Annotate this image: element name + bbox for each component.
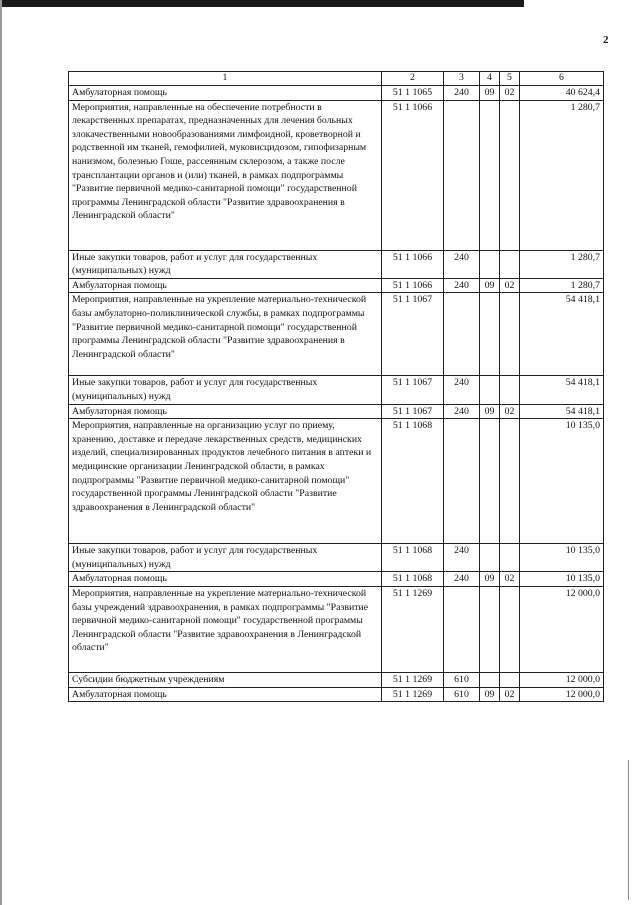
row-name: Мероприятия, направленные на организацию услуг по приему, хранению, доставке и передаче лекарственных средств, медицинских изделий, специализированных продуктов лечебного питания в аптеки и медицинские организации Ленинградской области, в рамках подпрограммы "Развитие первичной медико-санитарной помощи" государственной программы Ленинградской области "Развитие здравоохранения в Ленинградской области" xyxy=(69,419,382,544)
row-code: 51 1 1269 xyxy=(382,687,444,702)
row-name: Иные закупки товаров, работ и услуг для государственных (муниципальных) нужд xyxy=(69,544,382,572)
row-sum: 10 135,0 xyxy=(520,544,604,572)
row-vr: 240 xyxy=(444,404,480,419)
row-pr: 02 xyxy=(500,278,520,293)
row-code: 51 1 1067 xyxy=(382,376,444,404)
row-name: Амбулаторная помощь xyxy=(69,572,382,587)
table-row xyxy=(69,376,604,404)
row-vr: 240 xyxy=(444,278,480,293)
row-name: Амбулаторная помощь xyxy=(69,278,382,293)
budget-table xyxy=(68,71,604,702)
scan-top-bar xyxy=(0,0,524,7)
row-rz: 09 xyxy=(480,572,500,587)
table-row xyxy=(69,100,604,250)
row-pr xyxy=(500,293,520,376)
row-sum: 54 418,1 xyxy=(520,293,604,376)
row-name: Мероприятия, направленные на обеспечение потребности в лекарственных препаратах, предназначенных для лечения больных злокачественными новообразованиями лимфоидной, кроветворной и родственной им тканей, гемофилией, муковисцидозом, гипофизарным нанизмом, болезнью Гоше, рассеянным склерозом, а также после трансплантации органов и (или) тканей, в рамках подпрограммы "Развитие первичной медико-санитарной помощи" государственной программы Ленинградской области "Развитие здравоохранения в Ленинградской области" xyxy=(69,100,382,250)
row-pr: 02 xyxy=(500,404,520,419)
row-code: 51 1 1068 xyxy=(382,572,444,587)
row-sum: 12 000,0 xyxy=(520,672,604,687)
row-code: 51 1 1068 xyxy=(382,419,444,544)
row-rz xyxy=(480,293,500,376)
row-code: 51 1 1065 xyxy=(382,86,444,101)
row-name: Иные закупки товаров, работ и услуг для государственных (муниципальных) нужд xyxy=(69,250,382,278)
row-sum: 10 135,0 xyxy=(520,572,604,587)
header-cell: 5 xyxy=(500,72,520,86)
row-pr: 02 xyxy=(500,572,520,587)
row-pr xyxy=(500,100,520,250)
table-row xyxy=(69,687,604,702)
row-code: 51 1 1066 xyxy=(382,278,444,293)
table-row xyxy=(69,404,604,419)
row-sum: 12 000,0 xyxy=(520,687,604,702)
table-row xyxy=(69,419,604,544)
row-sum: 54 418,1 xyxy=(520,404,604,419)
row-sum: 12 000,0 xyxy=(520,586,604,672)
row-name: Субсидии бюджетным учреждениям xyxy=(69,672,382,687)
row-code: 51 1 1067 xyxy=(382,404,444,419)
row-code: 51 1 1067 xyxy=(382,293,444,376)
scan-right-streak xyxy=(628,760,629,900)
row-code: 51 1 1066 xyxy=(382,100,444,250)
row-pr xyxy=(500,544,520,572)
header-cell: 6 xyxy=(520,72,604,86)
row-name: Амбулаторная помощь xyxy=(69,86,382,101)
scan-left-edge xyxy=(0,0,2,905)
table-row xyxy=(69,586,604,672)
page-number: 2 xyxy=(603,34,609,46)
row-rz xyxy=(480,586,500,672)
header-cell: 1 xyxy=(69,72,382,86)
table-row xyxy=(69,572,604,587)
row-vr: 240 xyxy=(444,376,480,404)
row-code: 51 1 1269 xyxy=(382,672,444,687)
header-cell: 4 xyxy=(480,72,500,86)
row-vr: 610 xyxy=(444,672,480,687)
row-rz xyxy=(480,544,500,572)
table-row xyxy=(69,278,604,293)
row-rz xyxy=(480,672,500,687)
row-sum: 54 418,1 xyxy=(520,376,604,404)
row-sum: 1 280,7 xyxy=(520,278,604,293)
row-name: Амбулаторная помощь xyxy=(69,687,382,702)
row-sum: 10 135,0 xyxy=(520,419,604,544)
row-rz: 09 xyxy=(480,687,500,702)
row-pr xyxy=(500,419,520,544)
row-code: 51 1 1066 xyxy=(382,250,444,278)
table-row xyxy=(69,672,604,687)
row-vr: 240 xyxy=(444,250,480,278)
table-row xyxy=(69,250,604,278)
row-pr xyxy=(500,250,520,278)
row-code: 51 1 1269 xyxy=(382,586,444,672)
row-pr: 02 xyxy=(500,687,520,702)
row-name: Мероприятия, направленные на укрепление материально-технической базы учреждений здравоохранения, в рамках подпрограммы "Развитие первичной медико-санитарной помощи" государственной программы Ленинградской области "Развитие здравоохранения в Ленинградской области" xyxy=(69,586,382,672)
row-pr xyxy=(500,586,520,672)
row-sum: 1 280,7 xyxy=(520,250,604,278)
row-pr xyxy=(500,376,520,404)
row-vr xyxy=(444,100,480,250)
row-rz xyxy=(480,419,500,544)
table-row xyxy=(69,86,604,101)
header-cell: 2 xyxy=(382,72,444,86)
row-vr: 610 xyxy=(444,687,480,702)
row-rz xyxy=(480,250,500,278)
table-row xyxy=(69,293,604,376)
row-rz: 09 xyxy=(480,86,500,101)
header-row xyxy=(69,72,604,86)
row-pr xyxy=(500,672,520,687)
row-name: Мероприятия, направленные на укрепление материально-технической базы амбулаторно-поликлинической службы, в рамках подпрограммы "Развитие первичной медико-санитарной помощи" государственной программы Ленинградской области "Развитие здравоохранения в Ленинградской области" xyxy=(69,293,382,376)
row-vr: 240 xyxy=(444,544,480,572)
row-name: Амбулаторная помощь xyxy=(69,404,382,419)
row-rz: 09 xyxy=(480,278,500,293)
row-pr: 02 xyxy=(500,86,520,101)
table-row xyxy=(69,544,604,572)
row-sum: 40 624,4 xyxy=(520,86,604,101)
row-sum: 1 280,7 xyxy=(520,100,604,250)
row-vr xyxy=(444,419,480,544)
row-code: 51 1 1068 xyxy=(382,544,444,572)
row-vr: 240 xyxy=(444,86,480,101)
row-rz xyxy=(480,100,500,250)
row-name: Иные закупки товаров, работ и услуг для государственных (муниципальных) нужд xyxy=(69,376,382,404)
row-vr: 240 xyxy=(444,572,480,587)
row-vr xyxy=(444,586,480,672)
row-rz: 09 xyxy=(480,404,500,419)
row-rz xyxy=(480,376,500,404)
header-cell: 3 xyxy=(444,72,480,86)
row-vr xyxy=(444,293,480,376)
